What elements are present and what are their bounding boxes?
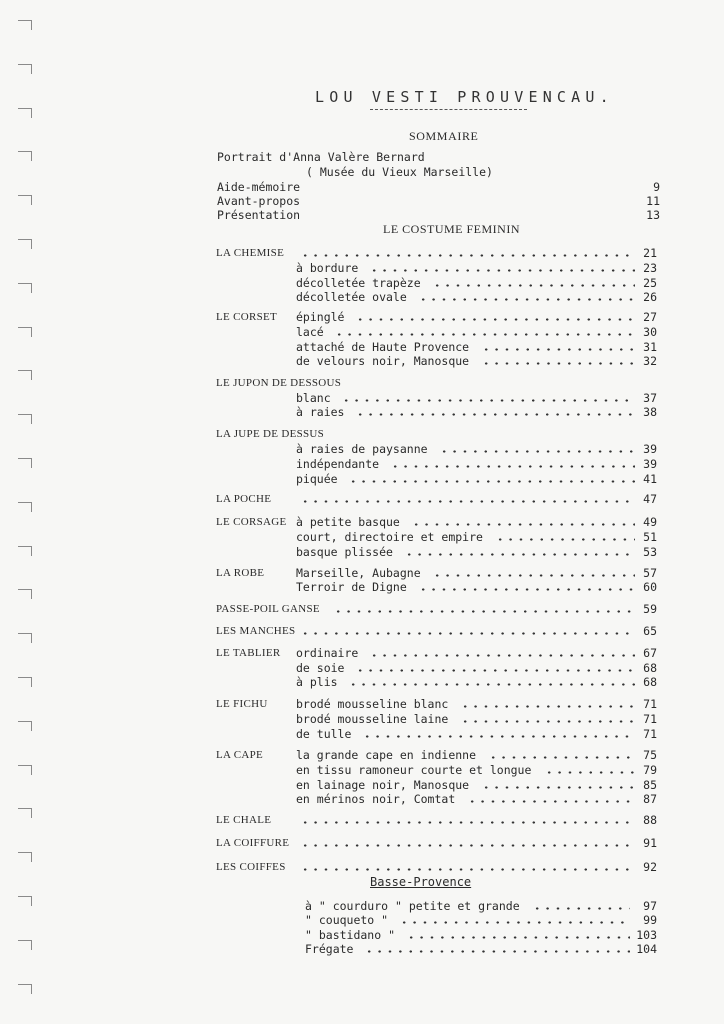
toc-label: basque plissée bbox=[296, 545, 393, 559]
dot-leader bbox=[362, 735, 635, 738]
intro-page: 13 bbox=[646, 208, 660, 222]
intro-label: Avant-propos bbox=[217, 194, 301, 208]
toc-page: 67 bbox=[643, 646, 657, 660]
toc-label: Marseille, Aubagne bbox=[296, 566, 421, 580]
coiffe-row bbox=[0, 899, 724, 913]
coiffe-page: 104 bbox=[636, 942, 657, 956]
toc-category: LA COIFFURE bbox=[216, 837, 290, 849]
toc-label: à petite basque bbox=[296, 515, 400, 529]
subsection-heading: Basse-Provence bbox=[370, 875, 472, 889]
coiffe-label: " bastidano " bbox=[305, 928, 396, 942]
toc-label: épinglé bbox=[296, 310, 345, 324]
dot-leader bbox=[348, 683, 635, 686]
toc-row bbox=[0, 624, 724, 638]
toc-page: 41 bbox=[643, 472, 657, 486]
toc-page: 39 bbox=[643, 442, 657, 456]
musee-line: ( Musée du Vieux Marseille) bbox=[306, 165, 493, 179]
intro-row bbox=[0, 180, 724, 194]
toc-row bbox=[0, 646, 724, 660]
dot-leader bbox=[460, 705, 635, 708]
toc-row bbox=[0, 545, 724, 559]
dot-leader bbox=[544, 771, 635, 774]
toc-row bbox=[0, 836, 724, 850]
sommaire-heading: SOMMAIRE bbox=[409, 129, 479, 143]
toc-row bbox=[0, 860, 724, 874]
intro-label: Aide-mémoire bbox=[217, 180, 301, 194]
toc-category: LE CORSAGE bbox=[216, 516, 287, 528]
toc-row bbox=[0, 442, 724, 456]
dot-leader bbox=[364, 950, 630, 953]
binding-hole bbox=[18, 151, 32, 161]
portrait-line: Portrait d'Anna Valère Bernard bbox=[217, 150, 425, 164]
toc-row bbox=[0, 261, 724, 275]
toc-row bbox=[0, 778, 724, 792]
toc-label: brodé mousseline blanc bbox=[296, 697, 449, 711]
toc-label: ordinaire bbox=[296, 646, 359, 660]
toc-row bbox=[0, 763, 724, 777]
toc-page: 32 bbox=[643, 354, 657, 368]
toc-row bbox=[0, 290, 724, 304]
toc-row bbox=[0, 515, 724, 529]
title-underline bbox=[370, 109, 527, 110]
coiffe-page: 103 bbox=[636, 928, 657, 942]
toc-label: blanc bbox=[296, 391, 331, 405]
toc-row bbox=[0, 246, 724, 260]
dot-leader bbox=[300, 868, 635, 871]
toc-label: la grande cape en indienne bbox=[296, 748, 477, 762]
toc-row bbox=[0, 748, 724, 762]
toc-row bbox=[0, 792, 724, 806]
toc-row bbox=[0, 427, 724, 441]
dot-leader bbox=[369, 654, 635, 657]
toc-label: de tulle bbox=[296, 727, 352, 741]
toc-label: en lainage noir, Manosque bbox=[296, 778, 470, 792]
toc-label: de soie bbox=[296, 661, 345, 675]
toc-page: 71 bbox=[643, 712, 657, 726]
toc-category: LA ROBE bbox=[216, 567, 265, 579]
toc-row bbox=[0, 310, 724, 324]
toc-row bbox=[0, 813, 724, 827]
toc-page: 30 bbox=[643, 325, 657, 339]
dot-leader bbox=[406, 936, 630, 939]
toc-label: à plis bbox=[296, 675, 338, 689]
toc-category: LE JUPON DE DESSOUS bbox=[216, 377, 342, 389]
binding-hole bbox=[18, 20, 32, 30]
toc-row bbox=[0, 712, 724, 726]
dot-leader bbox=[481, 786, 635, 789]
toc-label: à bordure bbox=[296, 261, 359, 275]
toc-page: 85 bbox=[643, 778, 657, 792]
intro-row bbox=[0, 208, 724, 222]
toc-row bbox=[0, 457, 724, 471]
toc-label: en tissu ramoneur courte et longue bbox=[296, 763, 532, 777]
toc-row bbox=[0, 727, 724, 741]
toc-category: LES COIFFES bbox=[216, 861, 286, 873]
toc-page: 75 bbox=[643, 748, 657, 762]
toc-page: 27 bbox=[643, 310, 657, 324]
coiffe-label: " couqueto " bbox=[305, 913, 389, 927]
toc-page: 68 bbox=[643, 661, 657, 675]
toc-category: LE FICHU bbox=[216, 698, 268, 710]
dot-leader bbox=[300, 844, 635, 847]
toc-label: en mérinos noir, Comtat bbox=[296, 792, 456, 806]
coiffe-label: à " courduro " petite et grande bbox=[305, 899, 520, 913]
toc-label: court, directoire et empire bbox=[296, 530, 483, 544]
toc-page: 25 bbox=[643, 276, 657, 290]
dot-leader bbox=[411, 523, 635, 526]
dot-leader bbox=[432, 574, 635, 577]
toc-label: lacé bbox=[296, 325, 324, 339]
toc-row bbox=[0, 340, 724, 354]
toc-row bbox=[0, 376, 724, 390]
coiffe-page: 97 bbox=[643, 899, 657, 913]
toc-page: 88 bbox=[643, 813, 657, 827]
toc-row bbox=[0, 354, 724, 368]
toc-row bbox=[0, 492, 724, 506]
dot-leader bbox=[355, 318, 635, 321]
toc-label: attaché de Haute Provence bbox=[296, 340, 470, 354]
toc-page: 47 bbox=[643, 492, 657, 506]
toc-category: LE TABLIER bbox=[216, 647, 281, 659]
coiffe-label: Frégate bbox=[305, 942, 354, 956]
toc-row bbox=[0, 530, 724, 544]
dot-leader bbox=[300, 821, 635, 824]
toc-category: LA CHEMISE bbox=[216, 247, 285, 259]
dot-leader bbox=[532, 907, 630, 910]
toc-page: 57 bbox=[643, 566, 657, 580]
dot-leader bbox=[355, 413, 635, 416]
toc-page: 59 bbox=[643, 602, 657, 616]
dot-leader bbox=[348, 480, 635, 483]
dot-leader bbox=[432, 284, 635, 287]
toc-label: décolletée trapèze bbox=[296, 276, 421, 290]
toc-page: 53 bbox=[643, 545, 657, 559]
toc-row bbox=[0, 391, 724, 405]
intro-page: 11 bbox=[646, 194, 660, 208]
toc-row bbox=[0, 675, 724, 689]
toc-page: 92 bbox=[643, 860, 657, 874]
toc-page: 39 bbox=[643, 457, 657, 471]
dot-leader bbox=[488, 756, 635, 759]
binding-hole bbox=[18, 108, 32, 118]
toc-page: 23 bbox=[643, 261, 657, 275]
toc-page: 21 bbox=[643, 246, 657, 260]
toc-label: brodé mousseline laine bbox=[296, 712, 449, 726]
toc-row bbox=[0, 325, 724, 339]
toc-category: LA JUPE DE DESSUS bbox=[216, 428, 325, 440]
section-heading: LE COSTUME FEMININ bbox=[383, 222, 520, 236]
dot-leader bbox=[481, 362, 635, 365]
toc-row bbox=[0, 697, 724, 711]
dot-leader bbox=[341, 399, 635, 402]
dot-leader bbox=[460, 720, 635, 723]
toc-page: 31 bbox=[643, 340, 657, 354]
toc-page: 91 bbox=[643, 836, 657, 850]
toc-category: PASSE-POIL GANSE bbox=[216, 603, 320, 615]
toc-category: LE CORSET bbox=[216, 311, 278, 323]
toc-label: indépendante bbox=[296, 457, 380, 471]
dot-leader bbox=[390, 465, 635, 468]
dot-leader bbox=[495, 538, 635, 541]
toc-label: de velours noir, Manosque bbox=[296, 354, 470, 368]
dot-leader bbox=[404, 553, 635, 556]
toc-page: 37 bbox=[643, 391, 657, 405]
toc-row bbox=[0, 405, 724, 419]
toc-label: à raies bbox=[296, 405, 345, 419]
dot-leader bbox=[355, 669, 635, 672]
toc-page: 60 bbox=[643, 580, 657, 594]
dot-leader bbox=[300, 632, 635, 635]
toc-row bbox=[0, 580, 724, 594]
binding-hole bbox=[18, 64, 32, 74]
toc-row bbox=[0, 661, 724, 675]
dot-leader bbox=[439, 450, 635, 453]
toc-category: LES MANCHES bbox=[216, 625, 296, 637]
toc-category: LA POCHE bbox=[216, 493, 272, 505]
coiffe-row bbox=[0, 913, 724, 927]
toc-page: 65 bbox=[643, 624, 657, 638]
toc-label: Terroir de Digne bbox=[296, 580, 407, 594]
toc-category: LE CHALE bbox=[216, 814, 272, 826]
dot-leader bbox=[399, 921, 630, 924]
toc-page: 38 bbox=[643, 405, 657, 419]
toc-row bbox=[0, 472, 724, 486]
toc-page: 68 bbox=[643, 675, 657, 689]
toc-category: LA CAPE bbox=[216, 749, 264, 761]
coiffe-page: 99 bbox=[643, 913, 657, 927]
toc-page: 26 bbox=[643, 290, 657, 304]
binding-hole bbox=[18, 984, 32, 994]
coiffe-row bbox=[0, 942, 724, 956]
toc-page: 71 bbox=[643, 727, 657, 741]
toc-label: piquée bbox=[296, 472, 338, 486]
dot-leader bbox=[300, 254, 635, 257]
dot-leader bbox=[333, 610, 635, 613]
dot-leader bbox=[300, 500, 635, 503]
document-title: LOU VESTI PROUVENCAU. bbox=[315, 88, 614, 106]
toc-row bbox=[0, 566, 724, 580]
toc-row bbox=[0, 602, 724, 616]
dot-leader bbox=[418, 298, 635, 301]
toc-row bbox=[0, 276, 724, 290]
dot-leader bbox=[334, 333, 635, 336]
dot-leader bbox=[481, 348, 635, 351]
intro-page: 9 bbox=[653, 180, 660, 194]
dot-leader bbox=[418, 588, 635, 591]
toc-page: 87 bbox=[643, 792, 657, 806]
toc-label: décolletée ovale bbox=[296, 290, 407, 304]
toc-page: 49 bbox=[643, 515, 657, 529]
dot-leader bbox=[467, 800, 635, 803]
intro-row bbox=[0, 194, 724, 208]
intro-label: Présentation bbox=[217, 208, 301, 222]
coiffe-row bbox=[0, 928, 724, 942]
toc-page: 51 bbox=[643, 530, 657, 544]
toc-page: 71 bbox=[643, 697, 657, 711]
dot-leader bbox=[369, 269, 635, 272]
toc-page: 79 bbox=[643, 763, 657, 777]
toc-label: à raies de paysanne bbox=[296, 442, 428, 456]
